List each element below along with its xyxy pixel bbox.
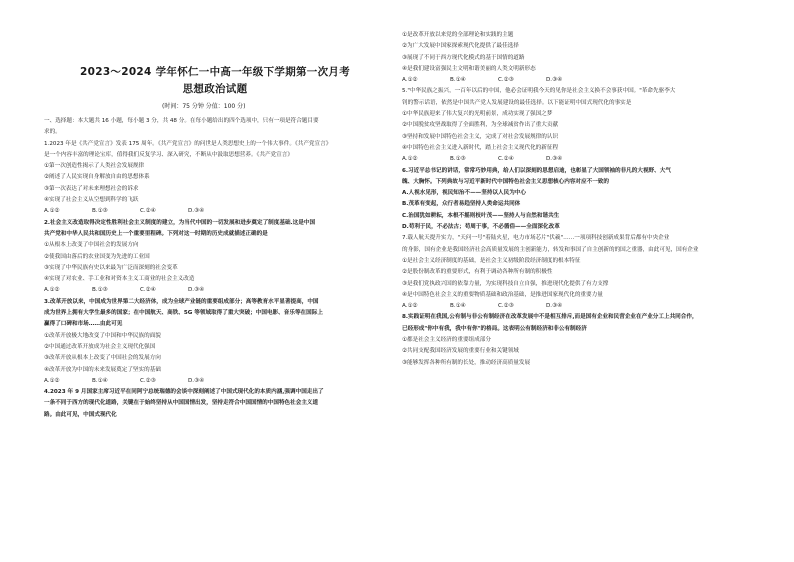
text-line: 一条不同于西方的现代化道路，关键在于始终坚持从中国国情出发，坚持走符合中国国情的中国特色社会主义道 [44, 400, 319, 407]
text-line: 4.2023 年 9 月国家主席习近平在同阿宁总统瑞德的会谈中深刻阐述了中国式现代化的本质内涵,强调中国走出了 [44, 389, 324, 396]
answer-option: D.③④ [188, 287, 205, 294]
answer-option: D.③④ [546, 303, 563, 310]
text-line: ②阐述了人民实现自身解放自由的思想体系 [44, 174, 150, 181]
text-line: ③坚持和发展中国特色社会主义，完成了对社会发展规律的认识 [402, 133, 559, 140]
answer-option: C.②③ [498, 303, 514, 310]
text-line: ④实现了社会主义从空想到科学的飞跃 [44, 197, 139, 204]
answer-option: A.①② [44, 208, 60, 215]
answer-option: D.③④ [546, 156, 563, 163]
answer-option: A.①② [402, 77, 418, 84]
text-line: ④是中国特色社会主义的重要物质基础和政治基础，是推进国家现代化的重要力量 [402, 291, 603, 298]
text-line: 一、选择题：本大题共 16 小题，每小题 3 分，共 48 分。在每小题给出的四个选项中，只有一项是符合题目要 [44, 118, 319, 124]
text-line: ①是改革开放以来党的全部理论和实践的主题 [402, 32, 514, 38]
text-line: ④实现了对农业、手工业和对资本主义工商业的社会主义改造 [44, 276, 195, 283]
answer-option: A.①② [44, 377, 60, 384]
text-line: ②是股份制改革的重要形式，有利于调动各种所有制的积极性 [402, 269, 553, 276]
text-line: ④中国特色社会主义进入新时代，踏上社会主义现代化的新征程 [402, 144, 559, 151]
text-line: C.治国犹如耕耘，本根不摇则枝叶茂——坚持人与自然和谐共生 [402, 212, 560, 219]
text-line: 成为世界上拥有大学生最多的国家；在中国航天、高铁、5G 等领域取得了重大突破；中国电影、音乐等在国际上 [44, 310, 323, 317]
text-line: B.茂革有变起，众行者易趋坚持人类命运共同体 [402, 201, 521, 208]
answer-options [44, 376, 399, 387]
answer-options [44, 285, 399, 296]
answer-option: A.①② [402, 156, 418, 163]
text-line: A.人视水见形，视民知治不——坚持以人民为中心 [402, 190, 527, 197]
text-line: 的身影，国有企业是我国经济社会高质量发展的主创新能力，转发和事国了自主创新的的国之重器，由此可见，国有企业 [402, 246, 699, 253]
text-line: ③是我们党执政兴国的依靠力量，为实现科技自立自强，推进现代化提供了有力支撑 [402, 280, 609, 287]
text-line: ④是我们建设富强民主文明和谐美丽的人类文明新形态 [402, 65, 536, 72]
exam-title: 2023～2024 学年怀仁一中高一年级下学期第一次月考 [80, 66, 351, 78]
text-line: 7.载人航天提升实力，"天问一号"着陆火星，电力市场芯片"伏羲"……一项项科技创新成果背后都有中央企业 [402, 235, 670, 242]
answer-options [402, 154, 762, 165]
text-line: ②中国通过改革开放成为社会主义现代化强国 [44, 343, 156, 350]
answer-option: C.②④ [140, 287, 156, 294]
text-line: ③第一次表达了对未来理想社会的诉求 [44, 185, 139, 192]
text-line: ①第一次创造性揭示了人类社会发展规律 [44, 163, 145, 170]
text-line: 赢得了口碑和市场……由此可见 [44, 321, 123, 328]
answer-option: B.①④ [92, 377, 108, 384]
answer-option: C.②④ [140, 208, 156, 215]
text-line: 6.习近平总书记的讲话，常常巧妙用典，给人们以深刻的思想启迪，也彰显了大国领袖的非凡的大视野、大气 [402, 167, 671, 174]
text-line: D.苟利于民，不必法古；苟周于事，不必循俗——全面深化改革 [402, 224, 560, 231]
text-line: 魄、大胸怀。下列典故与习近平新时代中国特色社会主义思想核心内容对应不一致的 [402, 178, 609, 185]
text-line: 是一个内容丰富的理论宝库，值得我们反复学习、深入研究，不断从中汲取思想营养。《共产党宣言》 [44, 151, 293, 158]
answer-option: D.③④ [188, 208, 205, 215]
text-line: 1.2023 年是《共产党宣言》发表 175 周年。《共产党宣言》的问世是人类思想史上的一个伟大事件。《共产党宣言》 [44, 140, 332, 147]
text-line: ①是社会主义经济制度的基础，是社会主义初级阶段经济制度的根本特征 [402, 257, 581, 264]
text-line: 已经形成"你中有我，我中有你"的格局。这表明公有制经济和非公有制经济 [402, 325, 587, 332]
text-line: ④改革开放为中国的未来发展奠定了坚实的基础 [44, 366, 161, 373]
text-line: ③改革开放从根本上改变了中国社会的发展方向 [44, 355, 161, 362]
answer-option: A.①② [44, 287, 60, 294]
text-line: 3.改革开放以来，中国成为世界第二大经济体，成为全球产业链的重要组成部分；高等教育水平显著提高，中国 [44, 298, 319, 305]
answer-option: B.①④ [450, 77, 466, 84]
text-line: ②中国脱贫攻坚战取得了全面胜利，为全球减贫作出了重大贡献 [402, 122, 559, 129]
text-line: ③展现了不同于西方现代化模式的基于国情的道路 [402, 54, 525, 61]
text-line: ②使我国由落后的农业国变为先进的工业国 [44, 253, 150, 260]
answer-option: B.①③ [92, 208, 108, 215]
answer-option: B.①③ [450, 156, 466, 163]
text-line: ③能够发挥各种所有制的长处，推动经济高质量发展 [402, 359, 531, 366]
answer-option: C.②③ [498, 77, 514, 84]
answer-option: C.②③ [140, 377, 156, 384]
answer-option: D.③④ [188, 377, 205, 384]
left-column [44, 116, 399, 562]
answer-option: B.①③ [92, 287, 108, 294]
answer-options [402, 75, 762, 86]
right-column [402, 30, 762, 562]
text-line: ①改革开放极大地改变了中国和中华民族的面貌 [44, 332, 161, 339]
text-line: 5."中华民族之振兴，一百年以后的中国，他必会证明我今天的见你是社会主义换不会事获中国。"革命先驱李大 [402, 88, 676, 95]
answer-option: A.①② [402, 303, 418, 310]
text-line: 8.实践证明在我国,公有制与非公有制经济在改革发展中不是相互排斥,而是国有企业和民营企业在产业分工上共同合作， [402, 314, 698, 321]
text-line: ②共同支配我国经济发展的重要行业和关键领域 [402, 348, 519, 355]
text-line: ②为广大发展中国家探索现代化提供了最佳选择 [402, 43, 519, 50]
text-line: ①从根本上改变了中国社会的发展方向 [44, 242, 139, 249]
answer-option: D.③④ [546, 77, 563, 84]
exam-meta: (时间：75 分钟 分值：100 分) [162, 103, 246, 110]
text-line: 共产党和中华人民共和国历史上一个重要里程碑。下列对这一时期的历史成就描述正确的是 [44, 230, 268, 237]
exam-subject: 思想政治试题 [182, 83, 248, 95]
text-line: ①都是社会主义经济的重要组成部分 [402, 337, 491, 344]
answer-options [402, 301, 762, 312]
answer-option: C.②④ [498, 156, 514, 163]
text-line: ③实现了中华民族有史以来最为广泛而深刻的社会变革 [44, 264, 178, 271]
answer-options [44, 206, 399, 217]
text-line: ①中华民族迎来了伟大复兴的光明前景，成功实现了强国之梦 [402, 111, 553, 118]
text-line: 2.社会主义改造取得决定性胜利社会主义制度的建立，为当代中国的一切发展和进步奠定了制度基础.这是中国 [44, 219, 316, 226]
text-line: 路。由此可见，中国式现代化 [44, 411, 117, 418]
text-line: 求的。 [44, 129, 61, 136]
text-line: 钊的警示话语，依然是中国共产党人发展建设的最佳选择。以下能证明中国式现代化的事实是 [402, 99, 632, 106]
answer-option: B.①④ [450, 303, 466, 310]
